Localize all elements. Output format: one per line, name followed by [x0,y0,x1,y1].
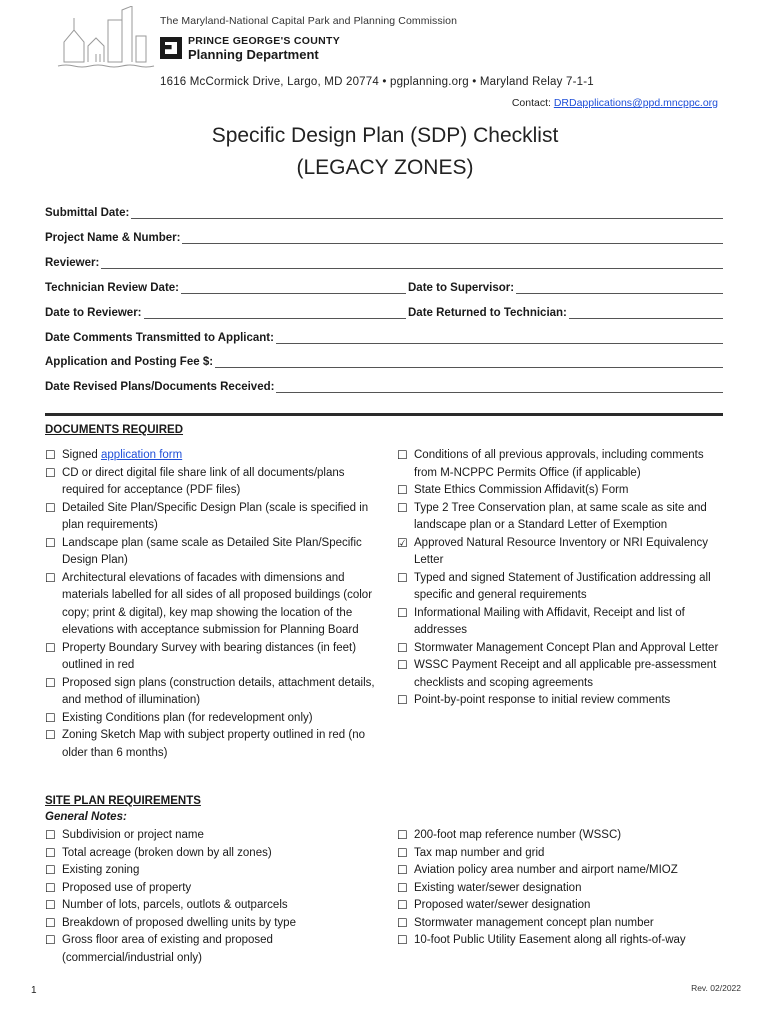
checklist-item[interactable] [397,915,727,933]
checklist-item[interactable] [45,880,385,898]
checkbox-icon[interactable]: ☐ [397,448,408,462]
checkbox-icon[interactable]: ☐ [45,500,56,515]
checklist-text: Approved Natural Resource Inventory or NRI Equivalency Letter [414,536,709,566]
checklist-text: 10-foot Public Utility Easement along all rights-of-way [414,934,686,946]
checkbox-icon[interactable]: ☐ [45,710,56,725]
checkbox-icon[interactable]: ☐ [45,465,56,480]
checkbox-icon[interactable]: ☐ [397,640,408,655]
checklist-text: Proposed sign plans (construction details, attachment details, and method of illumination) [62,676,375,706]
contact-label: Contact: [511,97,554,109]
county-name: PRINCE GEORGE'S COUNTY [188,35,341,47]
checklist-text: Informational Mailing with Affidavit, Receipt and list of addresses [414,606,685,636]
checklist-text: Gross floor area of existing and proposed (commercial/industrial only) [62,934,273,964]
checklist-text: Detailed Site Plan/Specific Design Plan (scale is specified in plan requirements) [62,501,369,531]
checklist-text: CD or direct digital file share link of all documents/plans required for acceptance (PDF files) [62,466,345,496]
field-line[interactable] [569,308,723,319]
field-line[interactable] [101,258,723,269]
checklist-item[interactable] [397,482,727,500]
field-line[interactable] [182,233,723,244]
checklist-item[interactable] [397,535,727,570]
field-line[interactable] [516,283,723,294]
page-number: 1 [31,985,37,996]
checklist-item[interactable] [397,447,727,482]
documents-left-list [45,447,385,762]
checkbox-icon[interactable]: ☐ [397,915,408,930]
checkbox-icon[interactable]: ☐ [397,693,408,707]
checklist-text: WSSC Payment Receipt and all applicable pre-assessment checklists and scoping agreements [414,659,717,689]
document-title: Specific Design Plan (SDP) Checklist [211,124,559,147]
checklist-item[interactable] [397,500,727,535]
checklist-item[interactable] [397,845,727,863]
date-comments-field[interactable] [45,332,723,344]
checklist-text: Total acreage (broken down by all zones) [62,846,272,859]
field-line[interactable] [131,208,723,219]
field-line[interactable] [144,308,406,319]
field-label: Date to Supervisor: [408,282,515,294]
checkbox-icon[interactable]: ☐ [397,483,408,497]
checkbox-icon[interactable]: ☐ [45,898,56,912]
contact-line [512,97,718,109]
checklist-text: Architectural elevations of facades with dimensions and materials labelled for all sides of all proposed buildings (color copy; print & digital), key map showing the location of the elevations with acceptance submission for Planning Board [62,571,373,636]
checkbox-icon[interactable]: ☐ [45,570,56,585]
checklist-text: Property Boundary Survey with bearing distances (in feet) outlined in red [62,641,357,671]
checklist-text: Zoning Sketch Map with subject property outlined in red (no older than 6 months) [62,729,365,759]
checkbox-icon[interactable]: ☐ [45,448,56,462]
field-label: Application and Posting Fee $: [45,356,214,368]
department-logo [160,35,340,61]
checklist-item[interactable] [397,657,727,692]
checklist-text: Existing water/sewer designation [414,881,582,894]
checkbox-icon[interactable]: ☐ [45,933,56,947]
checklist-text: Stormwater Management Concept Plan and Approval Letter [414,641,719,654]
document-subtitle: (LEGACY ZONES) [296,156,474,179]
checkbox-icon[interactable]: ☐ [397,933,408,947]
checklist-item[interactable] [45,570,385,640]
date-revised-field[interactable] [45,381,723,393]
checkbox-icon[interactable]: ☐ [397,845,408,860]
general-notes-subheading: General Notes: [45,811,127,823]
checklist-item[interactable] [397,605,727,640]
field-label: Date Comments Transmitted to Applicant: [45,332,274,344]
checklist-item[interactable] [45,727,385,762]
field-label: Date Returned to Technician: [408,307,567,319]
checklist-item[interactable] [45,535,385,570]
checklist-text: Conditions of all previous approvals, including comments from M-NCPPC Permits Office (if applicable) [414,449,704,479]
revision-label: Rev. 02/2022 [691,983,741,993]
checklist-text: Existing zoning [62,864,140,876]
field-label: Technician Review Date: [45,282,179,294]
checkbox-icon[interactable]: ☐ [397,898,408,912]
checklist-item[interactable] [397,897,727,915]
checklist-text: Aviation policy area number and airport name/MIOZ [414,864,678,876]
project-name-field[interactable] [45,232,723,244]
checkbox-icon[interactable]: ☐ [45,828,56,842]
checklist-item[interactable] [397,640,727,658]
site-plan-right-list [397,827,727,950]
checklist-text: State Ethics Commission Affidavit(s) Form [414,484,629,496]
checkbox-icon[interactable]: ☐ [45,640,56,655]
site-plan-heading: SITE PLAN REQUIREMENTS [45,795,201,807]
checklist-item[interactable] [45,640,385,675]
checklist-item[interactable] [45,447,385,465]
checklist-item[interactable] [397,570,727,605]
checkbox-icon[interactable]: ☐ [397,605,408,620]
field-label: Submittal Date: [45,207,130,219]
checklist-item[interactable] [397,692,727,710]
checklist-item[interactable] [45,845,385,863]
checklist-text: Subdivision or project name [62,829,204,841]
field-line[interactable] [181,283,406,294]
checkbox-icon[interactable]: ☐ [397,570,408,585]
submittal-date-field[interactable] [45,207,723,219]
checkbox-icon[interactable]: ☐ [45,915,56,930]
checked-checkbox-icon[interactable]: ☑ [397,535,408,550]
site-plan-left-list [45,827,385,967]
documents-right-list [397,447,727,710]
checkbox-icon[interactable]: ☐ [45,728,56,742]
checkbox-icon[interactable]: ☐ [397,658,408,672]
commission-logo-art [56,6,156,76]
commission-name: The Maryland-National Capital Park and Planning Commission [160,15,458,27]
field-line[interactable] [276,382,723,393]
checklist-text: Landscape plan (same scale as Detailed Site Plan/Specific Design Plan) [62,536,362,566]
technician-review-date-field[interactable] [45,282,406,294]
field-label: Project Name & Number: [45,232,181,244]
field-label: Date Revised Plans/Documents Received: [45,381,275,393]
checklist-text: Proposed use of property [62,881,192,894]
field-label: Date to Reviewer: [45,307,142,319]
checklist-text: Typed and signed Statement of Justification addressing all specific and general requirements [414,571,711,601]
date-to-supervisor-field[interactable] [408,282,723,294]
checkbox-icon[interactable]: ☐ [397,880,408,895]
checklist-item[interactable] [45,932,385,967]
checklist-text: Breakdown of proposed dwelling units by type [62,916,296,929]
contact-email-link[interactable]: DRDapplications@ppd.mncppc.org [553,97,718,109]
checkbox-icon[interactable]: ☐ [45,845,56,860]
department-name: Planning Department [188,47,319,62]
field-line[interactable] [215,357,723,368]
checklist-item[interactable] [45,465,385,500]
checkbox-icon[interactable]: ☐ [45,863,56,877]
section-divider [45,413,723,416]
checkbox-icon[interactable]: ☐ [397,828,408,842]
checklist-text: Tax map number and grid [414,846,545,859]
checklist-text: Proposed water/sewer designation [414,899,591,911]
checklist-item[interactable] [397,932,727,950]
checklist-item[interactable] [45,710,385,728]
application-form-link[interactable]: application form [101,449,183,461]
checklist-item[interactable] [397,827,727,845]
documents-heading: DOCUMENTS REQUIRED [45,424,184,436]
checklist-text: Number of lots, parcels, outlots & outparcels [62,899,288,911]
checkbox-icon[interactable]: ☐ [45,880,56,895]
checklist-text: Type 2 Tree Conservation plan, at same scale as site and landscape plan or a Standard Letter of Exemption [414,501,707,531]
checklist-item[interactable] [45,915,385,933]
date-to-reviewer-field[interactable] [45,307,406,319]
checklist-item[interactable] [397,862,727,880]
checklist-text: 200-foot map reference number (WSSC) [414,829,622,841]
checklist-text [62,447,385,465]
item-prefix: Signed [62,449,102,461]
checkbox-icon[interactable]: ☐ [397,863,408,877]
planning-logo-icon [160,37,182,59]
checklist-text: Existing Conditions plan (for redevelopment only) [62,711,313,724]
address-line: 1616 McCormick Drive, Largo, MD 20774 • pgplanning.org • Maryland Relay 7-1-1 [160,76,594,88]
field-line[interactable] [276,333,723,344]
checklist-item[interactable] [45,862,385,880]
checkbox-icon[interactable]: ☐ [45,675,56,690]
date-returned-field[interactable] [408,307,723,319]
checklist-text: Stormwater management concept plan number [414,916,654,929]
reviewer-field[interactable] [45,257,723,269]
checklist-item[interactable] [45,827,385,845]
checklist-item[interactable] [45,500,385,535]
checklist-text: Point-by-point response to initial review comments [414,694,671,706]
checklist-item[interactable] [397,880,727,898]
checkbox-icon[interactable]: ☐ [45,535,56,550]
field-label: Reviewer: [45,257,100,269]
fee-field[interactable] [45,356,723,368]
checkbox-icon[interactable]: ☐ [397,500,408,515]
checklist-item[interactable] [45,675,385,710]
checklist-item[interactable] [45,897,385,915]
